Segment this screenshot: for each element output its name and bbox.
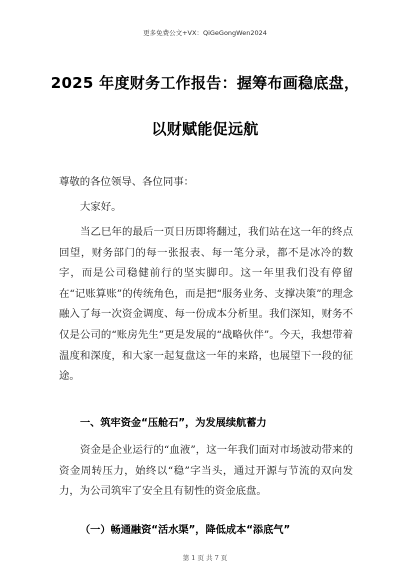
subsection-heading-1: （一）畅通融资“活水渠”，降低成本“添底气” bbox=[80, 525, 291, 536]
paragraph-funds: 资金是企业运行的“血液”，这一年我们面对市场波动带来的资金周转压力，始终以“稳”字当头，通过开源与节流的双向发力，为公司筑牢了安全且有韧性的资金底盘。 bbox=[59, 444, 353, 498]
document-title-line-2: 以财赋能促远航 bbox=[151, 120, 259, 138]
document-title-line-1: 2025 年度财务工作报告：握筹布画稳底盘， bbox=[50, 74, 360, 92]
header-note: 更多免费公文+VX：QiGeGongWen2024 bbox=[143, 29, 267, 37]
page-footer: 第 1 页 共 7 页 bbox=[182, 554, 228, 562]
salutation: 尊敬的各位领导、各位同事： bbox=[59, 176, 195, 188]
section-heading-1: 一、筑牢资金“压舱石”，为发展续航蓄力 bbox=[80, 418, 267, 429]
paragraph-intro: 当乙巳年的最后一页日历即将翻过，我们站在这一年的终点回望，财务部门的每一张报表、每一笔分录，都不是冰冷的数字，而是公司稳健前行的坚实脚印。这一年里我们没有停留在“记账算账”的传统角色，而是把“服务业务、支撑决策”的理念融入了每一次资金调度、每一份成本分析里。我们深知，财务不仅是公司的“账房先生”更是发展的“战略伙伴”。今天，我想带着温度和深度，和大家一起复盘这一年的来路，也展望下一段的征途。 bbox=[59, 226, 353, 383]
greeting: 大家好。 bbox=[80, 201, 122, 213]
